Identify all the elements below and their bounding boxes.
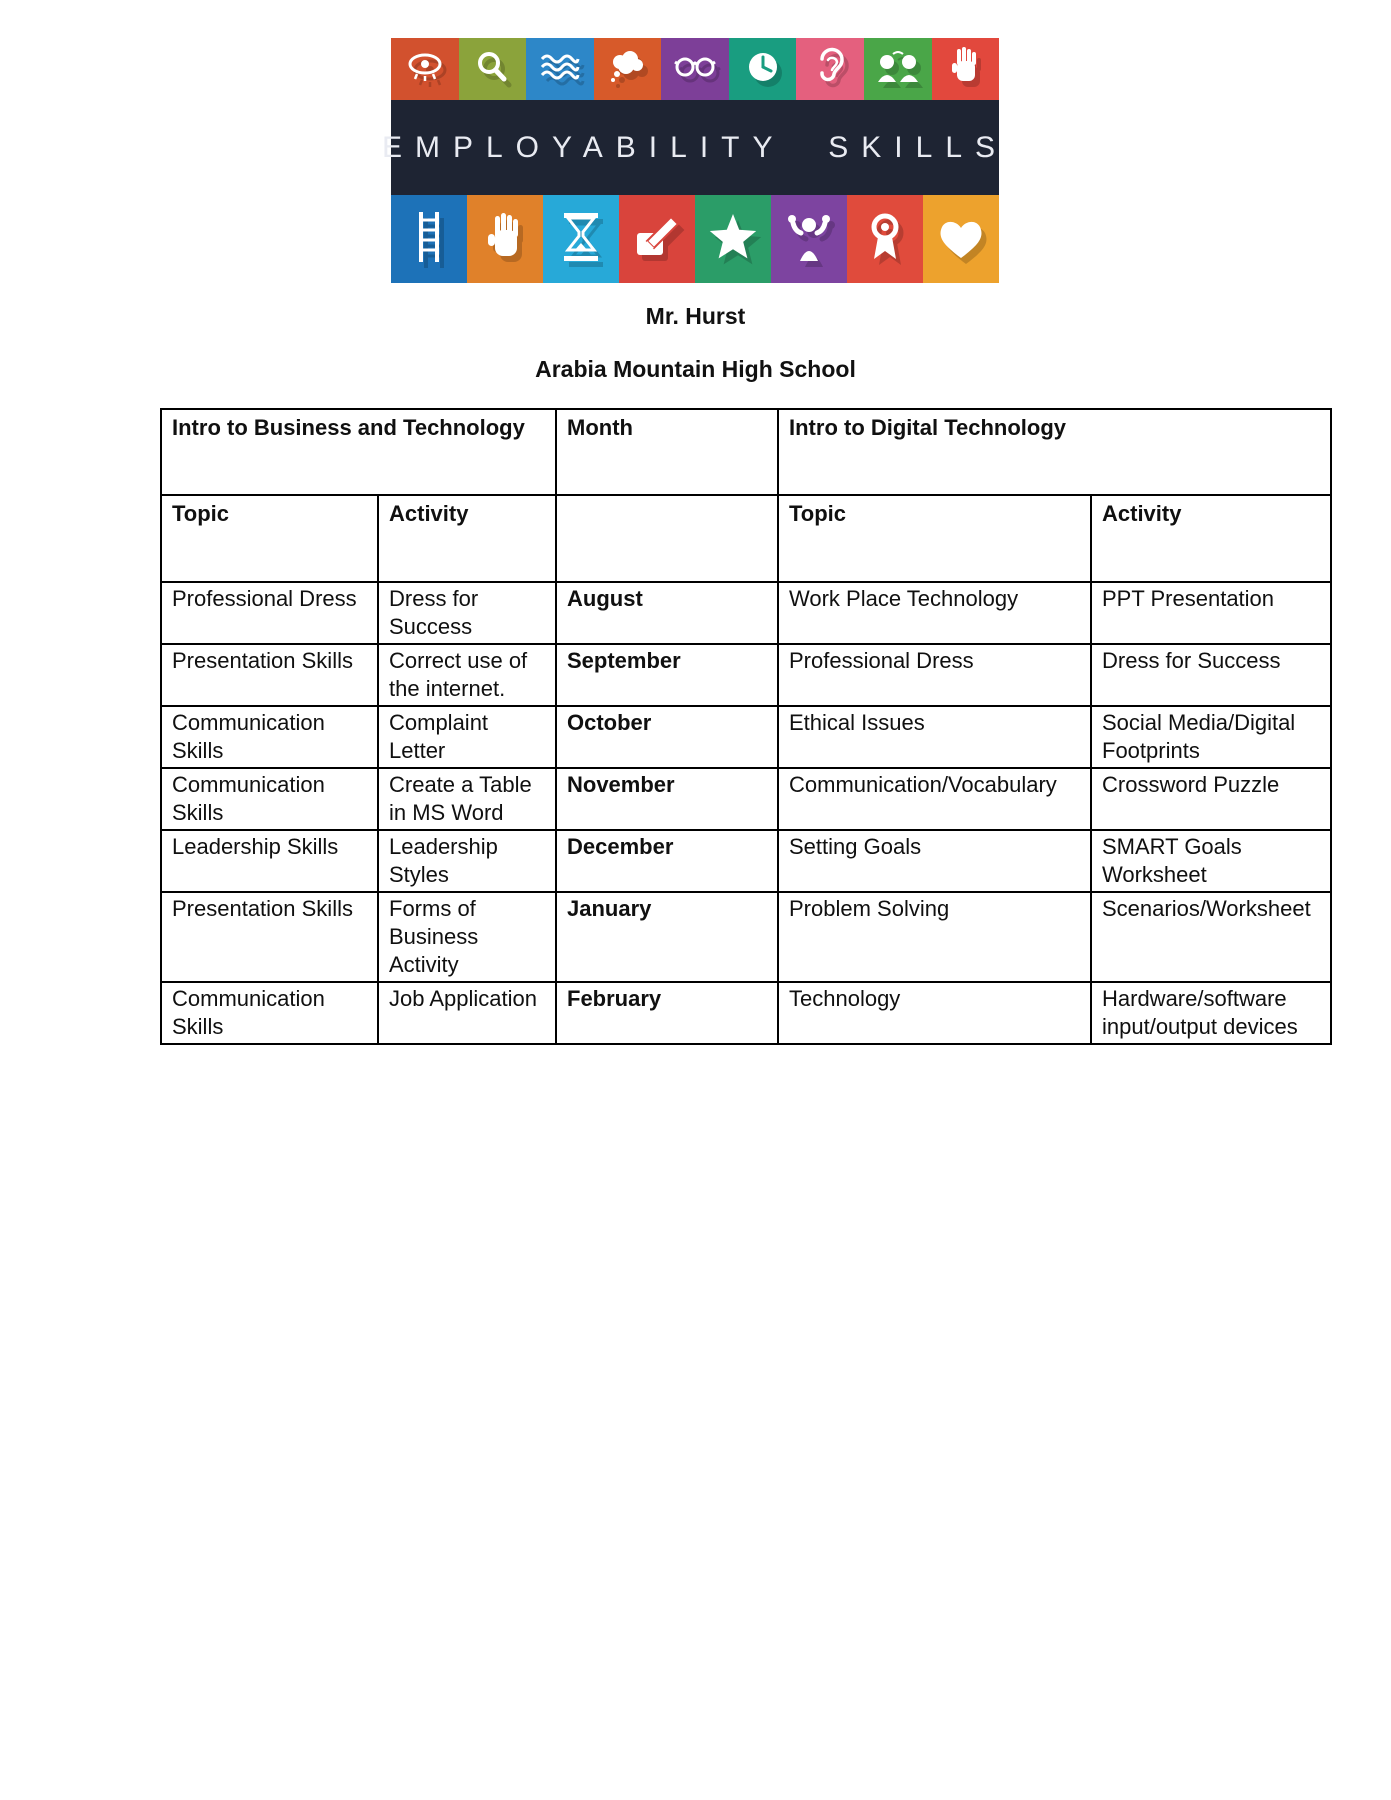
banner-title-band bbox=[381, 100, 1009, 195]
activity-right-cell: PPT Presentation bbox=[1091, 582, 1331, 644]
topic-right-cell: Setting Goals bbox=[778, 830, 1091, 892]
topic-left-cell: Presentation Skills bbox=[161, 892, 378, 982]
teacher-name: Mr. Hurst bbox=[645, 303, 746, 329]
employability-skills-banner bbox=[381, 38, 1009, 283]
waves-icon bbox=[539, 51, 581, 88]
banner-tile bbox=[467, 195, 543, 283]
glasses-icon bbox=[673, 54, 717, 85]
column-header-activity-right: Activity bbox=[1091, 495, 1331, 582]
hourglass-icon bbox=[560, 211, 602, 268]
banner-tile bbox=[729, 38, 797, 100]
banner-tile bbox=[543, 195, 619, 283]
stop-hand-icon bbox=[485, 212, 525, 267]
curriculum-row-november bbox=[161, 768, 1331, 830]
column-header-topic-right: Topic bbox=[778, 495, 1091, 582]
activity-left-cell: Correct use of the internet. bbox=[378, 644, 556, 706]
month-cell: November bbox=[556, 768, 778, 830]
column-header-activity-left: Activity bbox=[378, 495, 556, 582]
activity-right-cell: Dress for Success bbox=[1091, 644, 1331, 706]
group-header-row bbox=[161, 409, 1331, 495]
banner-tile bbox=[796, 38, 864, 100]
group-header-digital: Intro to Digital Technology bbox=[778, 409, 1331, 495]
curriculum-row-december bbox=[161, 830, 1331, 892]
month-cell: October bbox=[556, 706, 778, 768]
banner-tile bbox=[526, 38, 594, 100]
thought-cloud-icon bbox=[607, 50, 647, 89]
banner-tile bbox=[391, 38, 459, 100]
banner-bottom-tile-row bbox=[391, 195, 999, 283]
hand-icon bbox=[949, 47, 981, 92]
ladder-icon bbox=[414, 210, 444, 269]
curriculum-row-january bbox=[161, 892, 1331, 982]
banner-tile bbox=[932, 38, 1000, 100]
curriculum-row-february bbox=[161, 982, 1331, 1044]
month-spacer-cell bbox=[556, 495, 778, 582]
school-name: Arabia Mountain High School bbox=[535, 356, 856, 382]
month-cell: December bbox=[556, 830, 778, 892]
activity-right-cell: SMART Goals Worksheet bbox=[1091, 830, 1331, 892]
column-header-topic-left: Topic bbox=[161, 495, 378, 582]
banner-tile bbox=[661, 38, 729, 100]
banner-tile bbox=[771, 195, 847, 283]
topic-right-cell: Ethical Issues bbox=[778, 706, 1091, 768]
search-icon bbox=[474, 49, 510, 90]
topic-right-cell: Problem Solving bbox=[778, 892, 1091, 982]
topic-left-cell: Communication Skills bbox=[161, 768, 378, 830]
banner-top-tile-row bbox=[391, 38, 999, 100]
success-person-icon bbox=[786, 211, 832, 268]
award-icon bbox=[865, 211, 905, 268]
banner-tile bbox=[923, 195, 999, 283]
topic-right-cell: Communication/Vocabulary bbox=[778, 768, 1091, 830]
curriculum-table bbox=[160, 408, 1332, 1045]
topic-left-cell: Communication Skills bbox=[161, 706, 378, 768]
activity-left-cell: Job Application bbox=[378, 982, 556, 1044]
activity-right-cell: Scenarios/Worksheet bbox=[1091, 892, 1331, 982]
clock-icon bbox=[745, 49, 781, 90]
month-cell: August bbox=[556, 582, 778, 644]
banner-tile bbox=[459, 38, 527, 100]
conversation-icon bbox=[875, 50, 921, 89]
activity-left-cell: Dress for Success bbox=[378, 582, 556, 644]
banner-tile bbox=[391, 195, 467, 283]
curriculum-table-wrap bbox=[160, 408, 1332, 1045]
banner-tile bbox=[864, 38, 932, 100]
curriculum-row-september bbox=[161, 644, 1331, 706]
banner-tile bbox=[847, 195, 923, 283]
topic-left-cell: Communication Skills bbox=[161, 982, 378, 1044]
topic-right-cell: Work Place Technology bbox=[778, 582, 1091, 644]
topic-left-cell: Leadership Skills bbox=[161, 830, 378, 892]
writing-icon bbox=[633, 215, 681, 264]
heart-icon bbox=[935, 214, 987, 265]
month-cell: September bbox=[556, 644, 778, 706]
eye-icon bbox=[405, 50, 445, 89]
topic-left-cell: Professional Dress bbox=[161, 582, 378, 644]
activity-right-cell: Hardware/software input/output devices bbox=[1091, 982, 1331, 1044]
banner-tile bbox=[594, 38, 662, 100]
curriculum-row-october bbox=[161, 706, 1331, 768]
topic-left-cell: Presentation Skills bbox=[161, 644, 378, 706]
banner-tile bbox=[619, 195, 695, 283]
activity-right-cell: Crossword Puzzle bbox=[1091, 768, 1331, 830]
activity-left-cell: Leadership Styles bbox=[378, 830, 556, 892]
banner-title: EMPLOYABILITY SKILLS bbox=[381, 130, 1009, 164]
group-header-month: Month bbox=[556, 409, 778, 495]
curriculum-row-august bbox=[161, 582, 1331, 644]
star-icon bbox=[707, 212, 759, 267]
column-header-row bbox=[161, 495, 1331, 582]
activity-left-cell: Complaint Letter bbox=[378, 706, 556, 768]
month-cell: January bbox=[556, 892, 778, 982]
activity-left-cell: Forms of Business Activity bbox=[378, 892, 556, 982]
activity-right-cell: Social Media/Digital Footprints bbox=[1091, 706, 1331, 768]
month-cell: February bbox=[556, 982, 778, 1044]
group-header-business: Intro to Business and Technology bbox=[161, 409, 556, 495]
banner-tile bbox=[695, 195, 771, 283]
topic-right-cell: Technology bbox=[778, 982, 1091, 1044]
topic-right-cell: Professional Dress bbox=[778, 644, 1091, 706]
ear-icon bbox=[813, 47, 847, 92]
activity-left-cell: Create a Table in MS Word bbox=[378, 768, 556, 830]
